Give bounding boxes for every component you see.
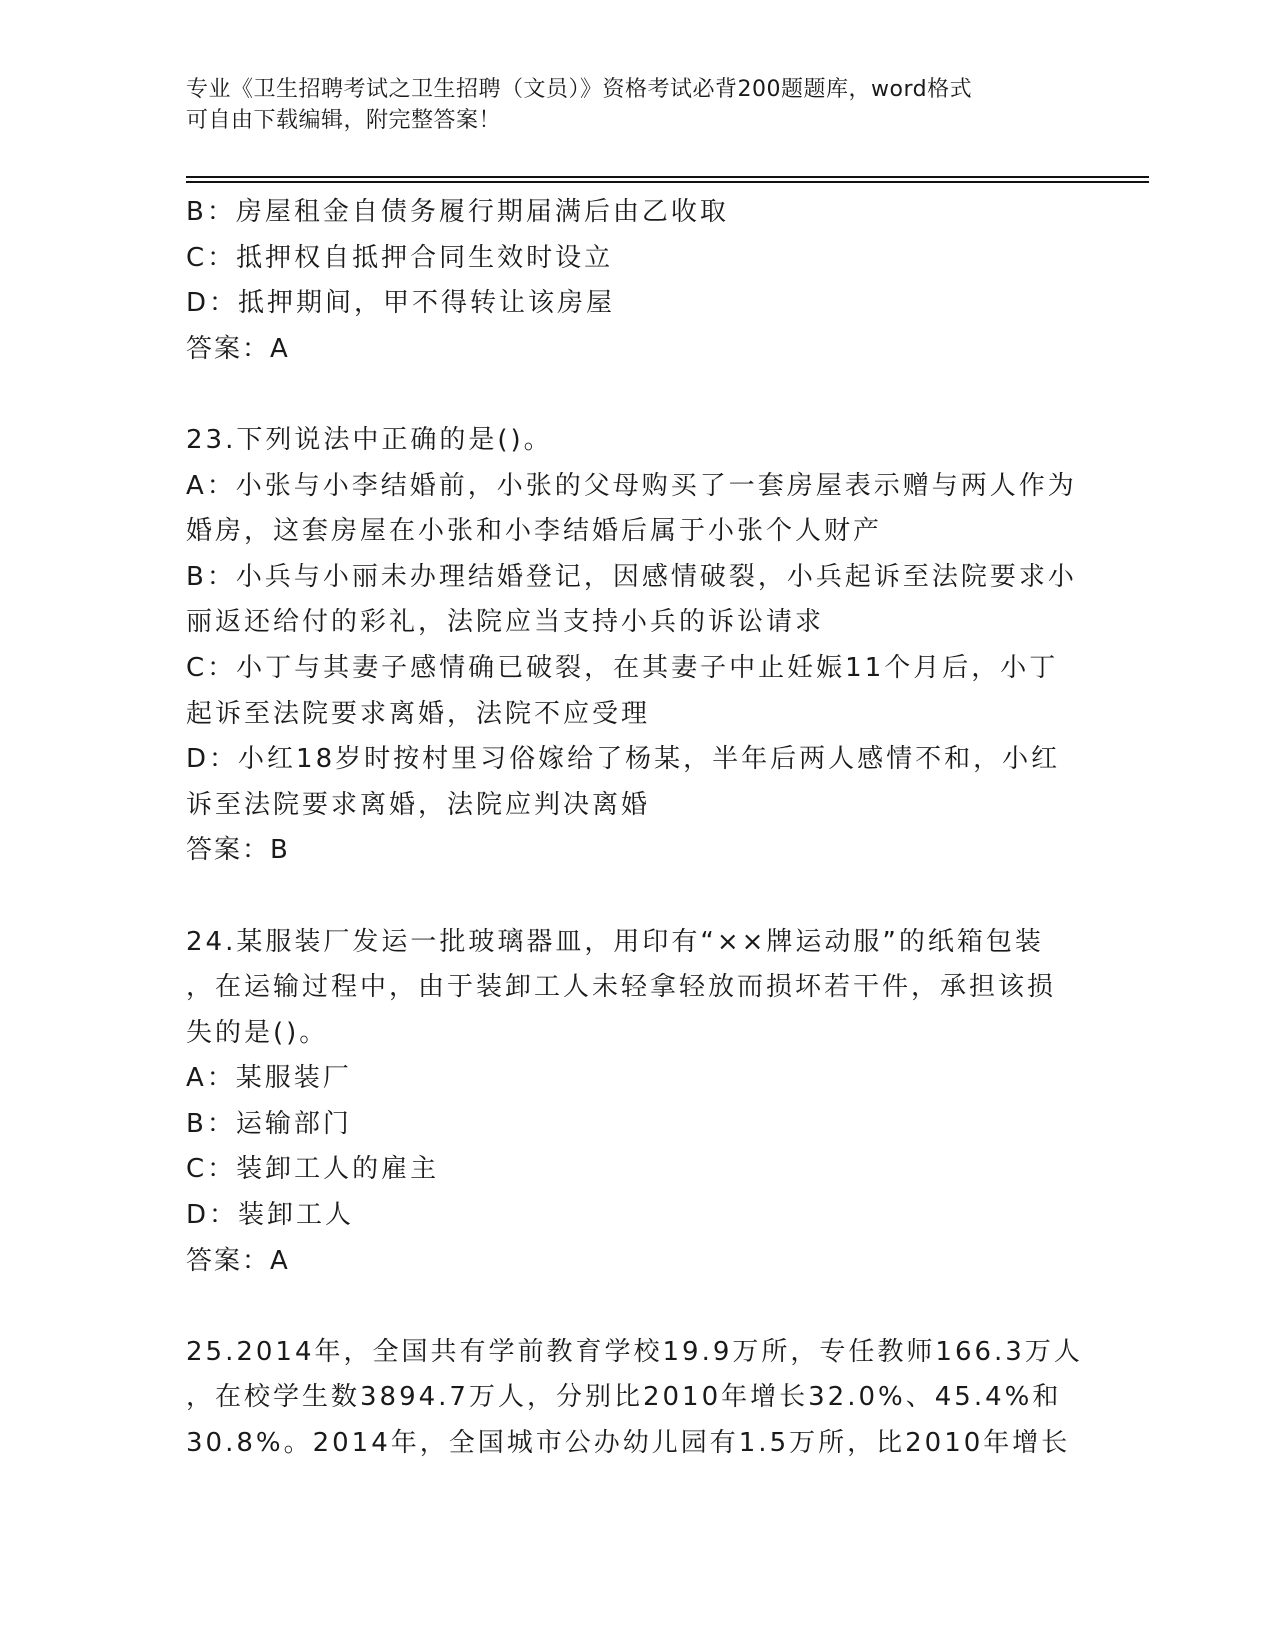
question-22-continuation (186, 190, 1086, 372)
question-25 (186, 1330, 1086, 1467)
document-body (186, 190, 1086, 1467)
answer-line: 答案：B (186, 835, 290, 866)
header-rule-top (186, 176, 1149, 178)
spacer (186, 1284, 1086, 1330)
option-d: D：抵押期间，甲不得转让该房屋 (186, 288, 616, 319)
spacer (186, 874, 1086, 920)
option-a-line-2: 婚房，这套房屋在小张和小李结婚后属于小张个人财产 (186, 516, 883, 547)
option-a: A：某服装厂 (186, 1063, 352, 1094)
option-b: B：房屋租金自债务履行期届满后由乙收取 (186, 197, 729, 227)
question-stem-line-3: 30.8%。2014年，全国城市公办幼儿园有1.5万所，比2010年增长 (186, 1428, 1071, 1459)
option-c: C：抵押权自抵押合同生效时设立 (186, 242, 614, 273)
header-line-2: 可自由下载编辑，附完整答案！ (186, 108, 502, 133)
question-stem-line-2: ，在校学生数3894.7万人，分别比2010年增长32.0%、45.4%和 (186, 1382, 1062, 1413)
option-d-line-1: D：小红18岁时按村里习俗嫁给了杨某，半年后两人感情不和，小红 (186, 744, 1061, 775)
option-c-line-1: C：小丁与其妻子感情确已破裂，在其妻子中止妊娠11个月后，小丁 (186, 652, 1059, 683)
option-a-line-1: A：小张与小李结婚前，小张的父母购买了一套房屋表示赠与两人作为 (186, 470, 1077, 501)
answer-line: 答案：A (186, 333, 290, 364)
option-c-line-2: 起诉至法院要求离婚，法院不应受理 (186, 698, 651, 729)
question-stem-line-3: 失的是()。 (186, 1017, 329, 1048)
option-c: C：装卸工人的雇主 (186, 1154, 440, 1185)
option-b-line-1: B：小兵与小丽未办理结婚登记，因感情破裂，小兵起诉至法院要求小 (186, 561, 1077, 592)
option-d-line-2: 诉至法院要求离婚，法院应判决离婚 (186, 789, 651, 820)
question-24 (186, 920, 1086, 1285)
option-b: B：运输部门 (186, 1108, 352, 1139)
question-stem-line-2: ，在运输过程中，由于装卸工人未轻拿轻放而损坏若干件，承担该损 (186, 972, 1057, 1003)
option-b-line-2: 丽返还给付的彩礼，法院应当支持小兵的诉讼请求 (186, 607, 825, 638)
page-header (186, 74, 1066, 136)
header-line-1: 专业《卫生招聘考试之卫生招聘（文员）》资格考试必背200题题库，word格式 (186, 77, 973, 102)
question-23 (186, 418, 1086, 874)
option-d: D：装卸工人 (186, 1200, 355, 1231)
answer-line: 答案：A (186, 1245, 290, 1276)
question-stem-line-1: 24.某服装厂发运一批玻璃器皿，用印有“××牌运动服”的纸箱包装 (186, 926, 1044, 957)
header-rule-bottom (186, 181, 1149, 183)
question-stem: 23.下列说法中正确的是()。 (186, 424, 553, 455)
question-stem-line-1: 25.2014年，全国共有学前教育学校19.9万所，专任教师166.3万人 (186, 1336, 1083, 1367)
spacer (186, 372, 1086, 418)
